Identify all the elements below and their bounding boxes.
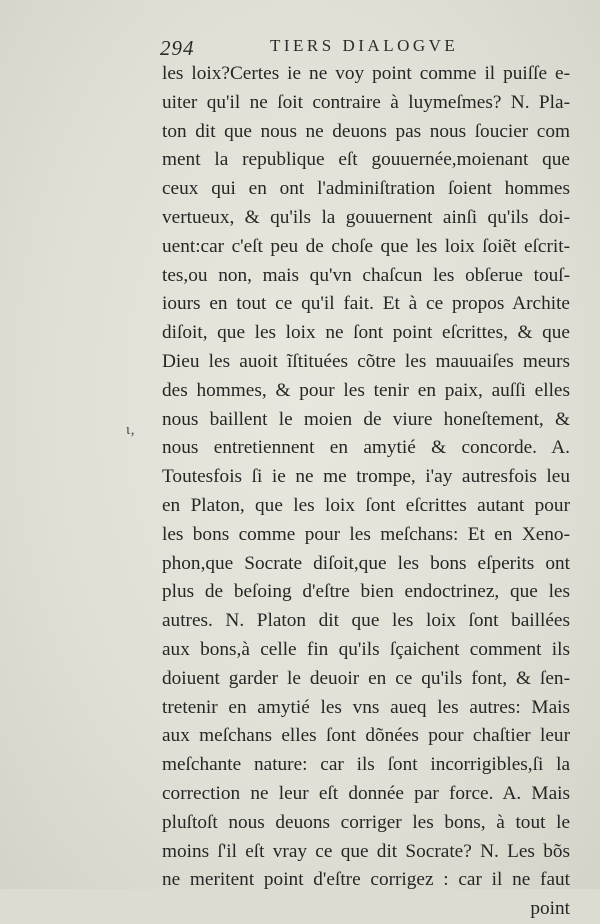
text-line: tretenir en amytié les vns aueq les autres: Mais	[162, 696, 570, 718]
text-line: uent:car c'eſt peu de choſe que les loix ſoiẽt eſcrit-	[162, 235, 570, 257]
margin-mark: ɩ‚	[126, 422, 136, 438]
text-line: Dieu les auoit ĩſtituées cõtre les mauuaiſes meurs	[162, 350, 570, 372]
text-line: les loix?Certes ie ne voy point comme il puiſſe e-	[162, 63, 570, 84]
text-line: en Platon, que les loix ſont eſcrittes autant pour	[162, 494, 570, 516]
text-line: aux bons,à celle fin qu'ils ſçaichent comment ils	[162, 638, 570, 660]
text-line: ton dit que nous ne deuons pas nous ſoucier com	[162, 120, 570, 142]
text-line: ceux qui en ont l'adminiſtration ſoient hommes	[162, 178, 570, 200]
text-line: pluſtoſt nous deuons corriger les bons, à tout le	[162, 811, 570, 833]
text-line: iours en tout ce qu'il fait. Et à ce propos Archite	[162, 293, 570, 315]
text-line: Toutesfois ſi ie ne me trompe, i'ay autresfois leu	[162, 466, 570, 488]
catchword: point	[530, 898, 570, 920]
text-line: meſchante nature: car ils ſont incorrigibles,ſi la	[162, 754, 570, 776]
text-line: vertueux, & qu'ils la gouuernent ainſi qu'ils doi-	[162, 206, 570, 228]
text-line: correction ne leur eſt donnée par force. A. Mais	[162, 782, 570, 804]
text-line: nous entretiennent en amytié & concorde. A.	[162, 437, 570, 459]
text-line: autres. N. Platon dit que les loix ſont baillées	[162, 610, 570, 632]
text-line: moins ſ'il eſt vray ce que dit Socrate? N. Les bõs	[162, 840, 570, 862]
text-line: diſoit, que les loix ne ſont point eſcrittes, & que	[162, 322, 570, 344]
body-text	[162, 60, 570, 924]
text-line: uiter qu'il ne ſoit contraire à luymeſmes? N. Pla-	[162, 91, 570, 113]
text-line: tes,ou non, mais qu'vn chaſcun les obſerue touſ-	[162, 264, 570, 286]
running-head: TIERS DIALOGVE	[270, 36, 459, 55]
text-line: doiuent garder le deuoir en ce qu'ils font, & ſen-	[162, 667, 570, 689]
text-line: les bons comme pour les meſchans: Et en Xeno-	[162, 523, 570, 545]
text-line: ment la republique eſt gouuernée,moienant que	[162, 149, 570, 171]
page-number: 294	[160, 36, 195, 60]
text-line: des hommes, & pour les tenir en paix, auſſi elles	[162, 379, 570, 401]
text-line: ne meritent point d'eſtre corrigez : car il ne faut	[162, 869, 570, 891]
text-line: aux meſchans elles ſont dõnées pour chaſtier leur	[162, 725, 570, 747]
text-line: nous baillent le moien de viure honeſtement, &	[162, 408, 570, 430]
page-header	[160, 30, 580, 60]
text-line: plus de beſoing d'eſtre bien endoctrinez, que les	[162, 581, 570, 603]
text-line: phon,que Socrate diſoit,que les bons eſperits ont	[162, 552, 570, 574]
